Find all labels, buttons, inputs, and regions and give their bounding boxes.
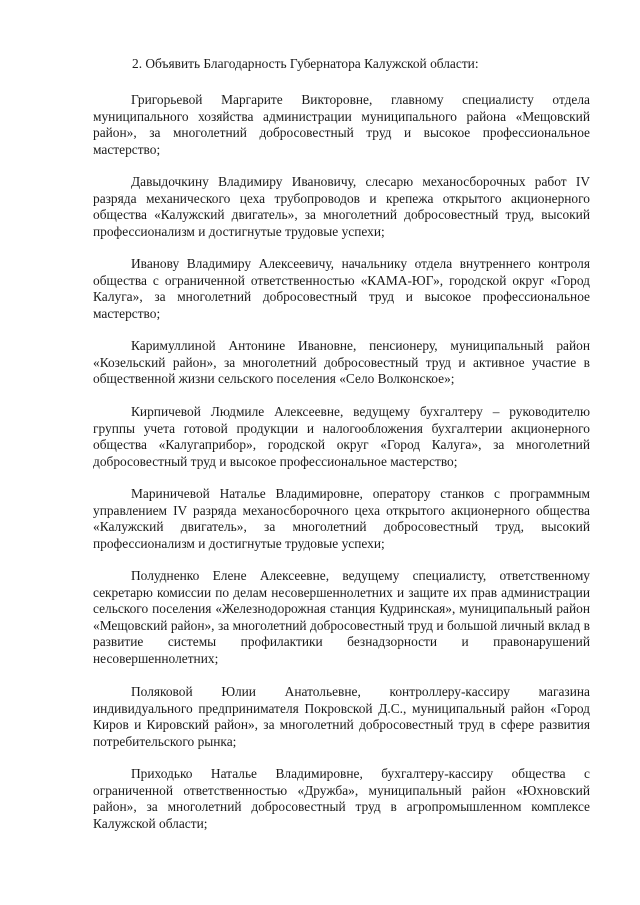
award-paragraph-grigorieva: Григорьевой Маргарите Викторовне, главному специалисту отдела муниципального хозяйства администрации муниципального района «Мещовский район», за многолетний добросовестный труд и высокое профессиональное мастерство; <box>93 92 590 157</box>
award-paragraph-polyakova: Поляковой Юлии Анатольевне, контроллеру-кассиру магазина индивидуального предпринимателя Покровской Д.С., муниципальный район «Город Киров и Кировский район», за многолетний добросовестный труд в сфере развития потребительского рынка; <box>93 684 590 749</box>
award-paragraph-ivanov: Иванову Владимиру Алексеевичу, начальнику отдела внутреннего контроля общества с ограниченной ответственностью «КАМА-ЮГ», городской округ «Город Калуга», за многолетний добросовестный труд и высокое профессиональное мастерство; <box>93 256 590 321</box>
award-paragraph-poludnenko: Полудненко Елене Алексеевне, ведущему специалисту, ответственному секретарю комиссии по делам несовершеннолетних и защите их прав администрации сельского поселения «Железнодорожная станция Кудринская», муниципальный район «Мещовский район», за многолетний добросовестный труд и большой личный вклад в развитие системы профилактики безнадзорности и правонарушений несовершеннолетних; <box>93 568 590 666</box>
award-paragraph-kirpicheva: Кирпичевой Людмиле Алексеевне, ведущему бухгалтеру – руководителю группы учета готовой продукции и налогообложения бухгалтерии акционерного общества «Калугаприбор», городской округ «Город Калуга», за многолетний добросовестный труд и высокое профессиональное мастерство; <box>93 404 590 469</box>
award-paragraph-davydochkin: Давыдочкину Владимиру Ивановичу, слесарю механосборочных работ IV разряда механического цеха трубопроводов и крепежа открытого акционерного общества «Калужский двигатель», за многолетний добросовестный труд, высокий профессионализм и достигнутые трудовые успехи; <box>93 174 590 239</box>
section-heading: 2. Объявить Благодарность Губернатора Калужской области: <box>132 56 479 71</box>
award-paragraph-prikhodko: Приходько Наталье Владимировне, бухгалтеру-кассиру общества с ограниченной ответственностью «Дружба», муниципальный район «Юхновский район», за многолетний добросовестный труд в агропромышленном комплексе Калужской области; <box>93 766 590 831</box>
award-paragraph-karimullina: Каримуллиной Антонине Ивановне, пенсионеру, муниципальный район «Козельский район», за многолетний добросовестный труд и активное участие в общественной жизни сельского поселения «Село Волконское»; <box>93 338 590 387</box>
award-paragraph-marinicheva: Мариничевой Наталье Владимировне, оператору станков с программным управлением IV разряда механосборочного цеха открытого акционерного общества «Калужский двигатель», за многолетний добросовестный труд, высокий профессионализм и достигнутые трудовые успехи; <box>93 486 590 551</box>
